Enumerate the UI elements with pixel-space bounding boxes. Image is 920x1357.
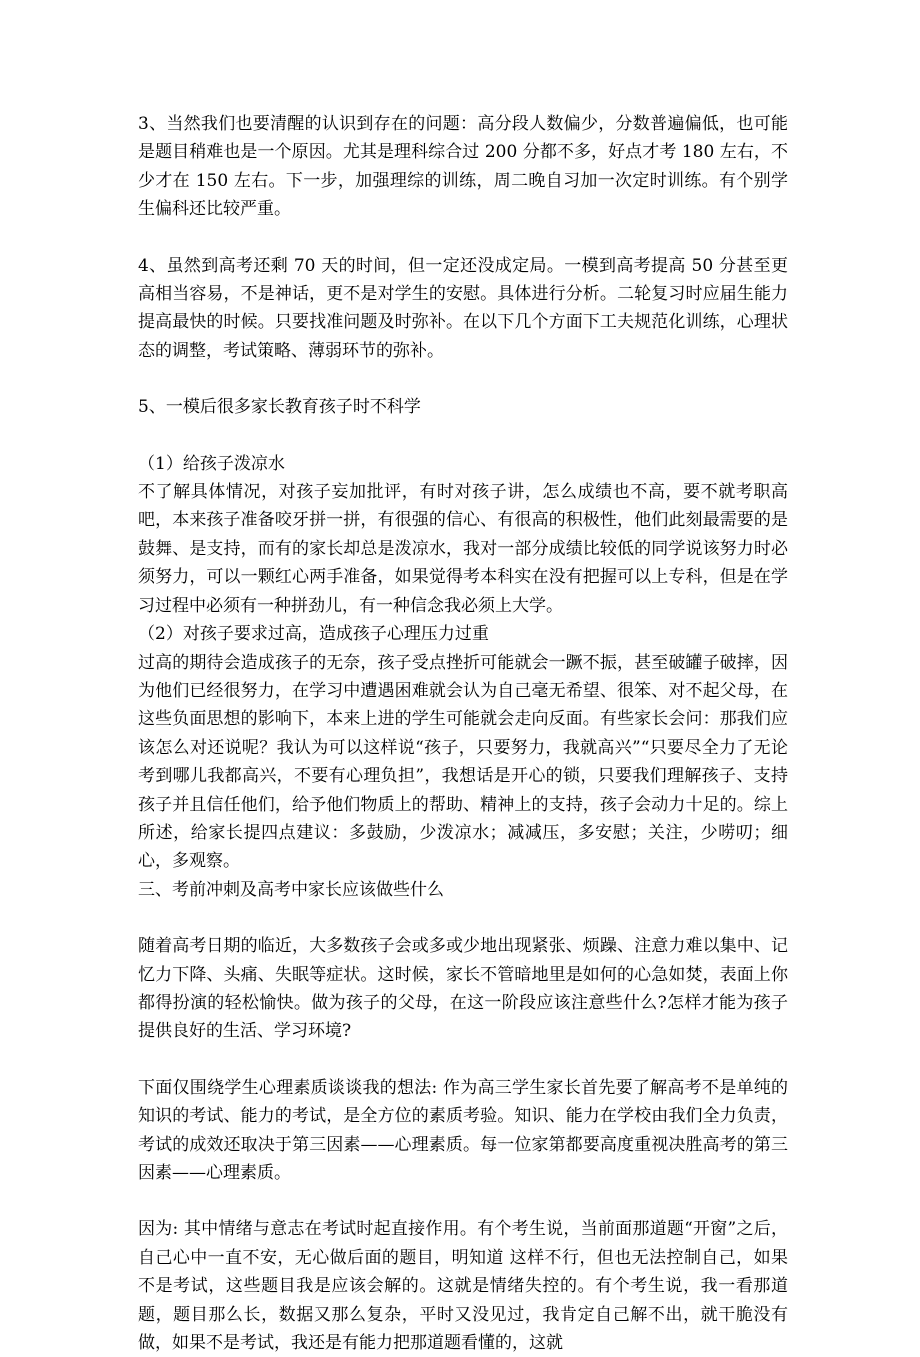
section-heading-three: 三、考前冲刺及高考中家长应该做些什么 [138, 879, 444, 900]
paragraph-exam-approach: 随着高考日期的临近，大多数孩子会或多或少地出现紧张、烦躁、注意力难以集中、记忆力下降、头痛、失眠等症状。这时候，家长不管暗地里是如何的心急如焚，表面上你都得扮演的轻松愉快。做为孩子的父母，在这一阶段应该注意些什么?怎样才能为孩子提供良好的生活、学习环境? [138, 936, 788, 1042]
paragraph-emotion-will: 因为: 其中情绪与意志在考试时起直接作用。有个考生说，当前面那道题“开窗”之后，自己心中一直不安，无心做后面的题目，明知道 这样不行，但也无法控制自己，如果不是考试，这些题目我是应该会解的。这就是情绪失控的。有个考生说，我一看那道题，题目那么长，数据又那么复杂，平时又没见过，我肯定自己解不出，就干脆没有做，如果不是考试，我还是有能力把那道题看懂的，这就 [138, 1219, 788, 1354]
paragraph-spacer [138, 1046, 788, 1074]
paragraph-point-3: 3、当然我们也要清醒的认识到存在的问题：高分段人数偏少，分数普遍偏低，也可能是题目稍难也是一个原因。尤其是理科综合过 200 分都不多，好点才考 180 左右，不少才在 150 左右。下一步，加强理综的训练，周二晚自习加一次定时训练。有个别学生偏科还比较严重。 [138, 114, 788, 220]
paragraph-spacer [138, 422, 788, 450]
subheading-cold-water: （1）给孩子泼凉水 [138, 453, 285, 474]
paragraph-cold-water: 不了解具体情况，对孩子妄加批评，有时对孩子讲，怎么成绩也不高，要不就考职高吧，本来孩子准备咬牙拼一拼，有很强的信心、有很高的积极性，他们此刻最需要的是鼓舞、是支持，而有的家长却总是泼凉水，我对一部分成绩比较低的同学说该努力时必须努力，可以一颗红心两手准备，如果觉得考本科实在没有把握可以上专科，但是在学习过程中必须有一种拼劲儿，有一种信念我必须上大学。 [138, 482, 788, 616]
paragraph-psychological-quality: 下面仅围绕学生心理素质谈谈我的想法: 作为高三学生家长首先要了解高考不是单纯的知识的考试、能力的考试，是全方位的素质考验。知识、能力在学校由我们全力负责，考试的成效还取决于第三因素——心理素质。每一位家第都要高度重视决胜高考的第三因素——心理素质。 [138, 1077, 788, 1183]
paragraph-spacer [138, 1187, 788, 1215]
document-body [138, 110, 788, 1357]
paragraph-spacer [138, 224, 788, 252]
paragraph-spacer [138, 904, 788, 932]
paragraph-point-5-heading: 5、一模后很多家长教育孩子时不科学 [138, 397, 421, 418]
paragraph-point-4: 4、虽然到高考还剩 70 天的时间，但一定还没成定局。一模到高考提高 50 分甚至更高相当容易，不是神话，更不是对学生的安慰。具体进行分析。二轮复习时应届生能力提高最快的时候。只要找准问题及时弥补。在以下几个方面下工夫规范化训练，心理状态的调整，考试策略、薄弱环节的弥补。 [138, 255, 788, 361]
paragraph-high-expectations: 过高的期待会造成孩子的无奈，孩子受点挫折可能就会一蹶不振，甚至破罐子破摔，因为他们已经很努力，在学习中遭遇困难就会认为自己毫无希望、很笨、对不起父母，在这些负面思想的影响下，本来上进的学生可能就会走向反面。有些家长会问：那我们应该怎么对还说呢？我认为可以这样说“孩子，只要努力，我就高兴”“只要尽全力了无论考到哪儿我都高兴，不要有心理负担”，我想话是开心的锁，只要我们理解孩子、支持孩子并且信任他们，给予他们物质上的帮助、精神上的支持，孩子会动力十足的。综上所述，给家长提四点建议：多鼓励，少泼凉水；减减压，多安慰；关注，少唠叨；细心，多观察。 [138, 652, 788, 872]
paragraph-spacer [138, 365, 788, 393]
subheading-high-expectations: （2）对孩子要求过高，造成孩子心理压力过重 [138, 624, 489, 645]
